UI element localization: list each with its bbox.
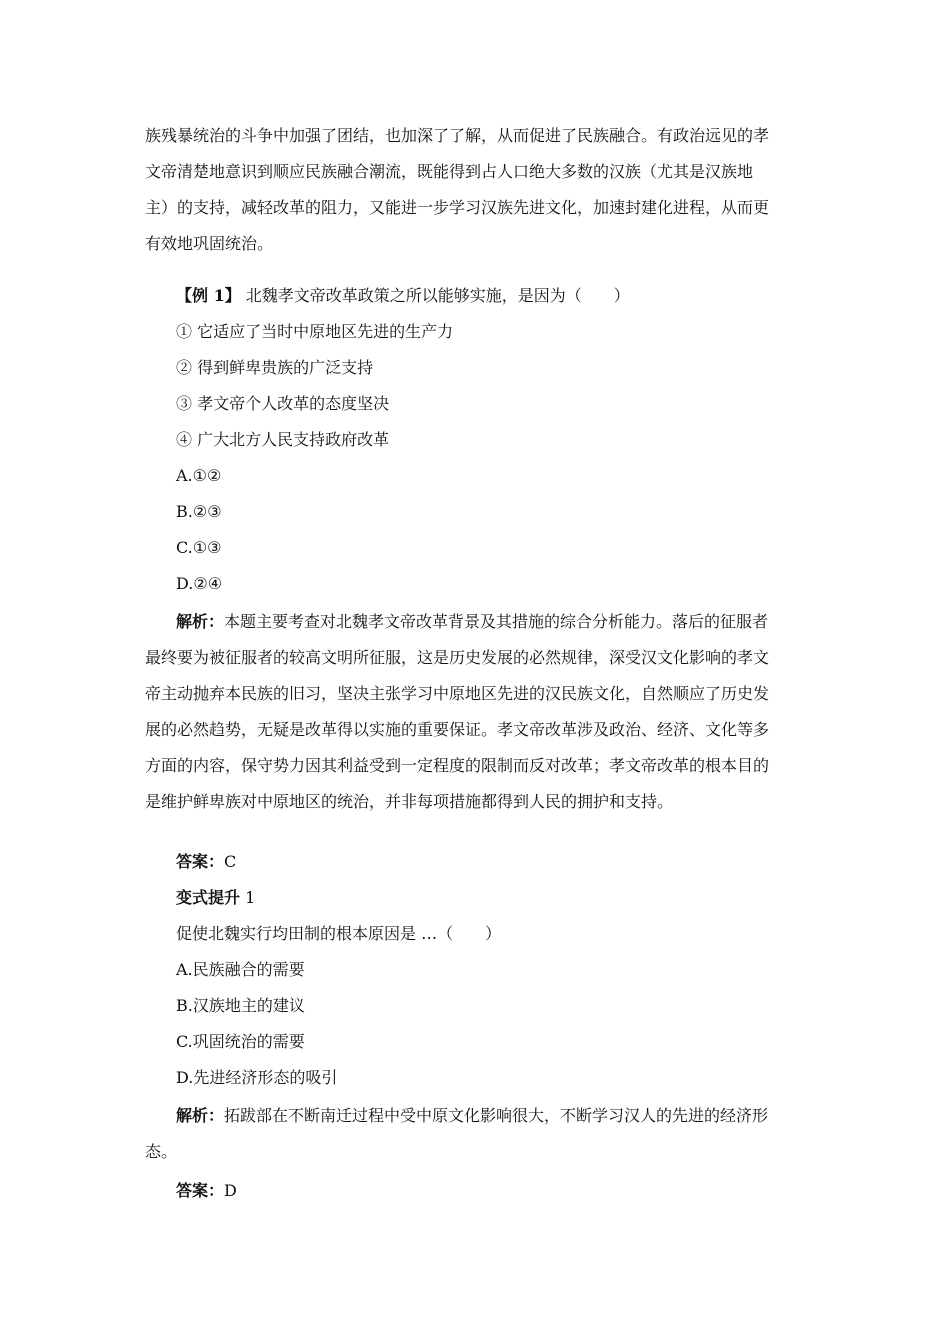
option-item: D.②④	[176, 574, 223, 593]
analysis-line: 展的必然趋势，无疑是改革得以实施的重要保证。孝文帝改革涉及政治、经济、文化等多	[145, 720, 770, 739]
answer-line	[176, 1180, 237, 1202]
example-tag: 【例 1】	[176, 286, 241, 305]
analysis-line: 是维护鲜卑族对中原地区的统治，并非每项措施都得到人民的拥护和支持。	[145, 792, 674, 811]
option-item: D.先进经济形态的吸引	[176, 1068, 338, 1087]
statement-item: ① 它适应了当时中原地区先进的生产力	[176, 322, 454, 341]
analysis-text: 拓跋部在不断南迁过程中受中原文化影响很大，不断学习汉人的先进的经济形	[224, 1106, 769, 1125]
answer-value: C	[224, 852, 237, 871]
analysis-line: 态。	[145, 1142, 178, 1161]
example-question-text: 北魏孝文帝改革政策之所以能够实施，是因为（ ）	[240, 286, 630, 305]
variant-analysis-paragraph	[145, 1098, 810, 1170]
analysis-paragraph	[145, 604, 810, 820]
intro-paragraph	[145, 118, 810, 262]
intro-line: 主）的支持，减轻改革的阻力，又能进一步学习汉族先进文化，加速封建化进程，从而更	[145, 198, 770, 217]
option-item: C.巩固统治的需要	[176, 1032, 305, 1051]
statement-item: ④ 广大北方人民支持政府改革	[176, 430, 390, 449]
option-item: A.民族融合的需要	[176, 960, 305, 979]
analysis-line	[145, 1098, 810, 1134]
option-item: B.②③	[176, 502, 222, 521]
analysis-line: 帝主动抛弃本民族的旧习，坚决主张学习中原地区先进的汉民族文化，自然顺应了历史发	[145, 684, 770, 703]
statement-item: ③ 孝文帝个人改革的态度坚决	[176, 394, 390, 413]
variant-heading	[176, 887, 255, 909]
option-item: C.①③	[176, 538, 222, 557]
answer-label: 答案：	[176, 852, 225, 871]
answer-value: D	[224, 1181, 237, 1200]
example-question	[176, 285, 630, 307]
analysis-line: 最终要为被征服者的较高文明所征服，这是历史发展的必然规律，深受汉文化影响的孝文	[145, 648, 770, 667]
statement-item: ② 得到鲜卑贵族的广泛支持	[176, 358, 374, 377]
variant-label: 变式提升	[176, 888, 241, 907]
variant-number: 1	[240, 888, 256, 907]
answer-line	[176, 851, 236, 873]
analysis-text: 本题主要考查对北魏孝文帝改革背景及其措施的综合分析能力。落后的征服者	[224, 612, 769, 631]
analysis-label: 解析：	[176, 1106, 225, 1125]
intro-line: 有效地巩固统治。	[145, 234, 274, 253]
analysis-line	[145, 604, 810, 640]
answer-label: 答案：	[176, 1181, 225, 1200]
analysis-line: 方面的内容，保守势力因其利益受到一定程度的限制而反对改革；孝文帝改革的根本目的	[145, 756, 770, 775]
analysis-label: 解析：	[176, 612, 225, 631]
intro-line: 文帝清楚地意识到顺应民族融合潮流，既能得到占人口绝大多数的汉族（尤其是汉族地	[145, 162, 754, 181]
option-item: A.①②	[176, 466, 222, 485]
option-item: B.汉族地主的建议	[176, 996, 305, 1015]
variant-question: 促使北魏实行均田制的根本原因是 …（ ）	[176, 924, 502, 943]
intro-line: 族残暴统治的斗争中加强了团结，也加深了了解，从而促进了民族融合。有政治远见的孝	[145, 126, 770, 145]
